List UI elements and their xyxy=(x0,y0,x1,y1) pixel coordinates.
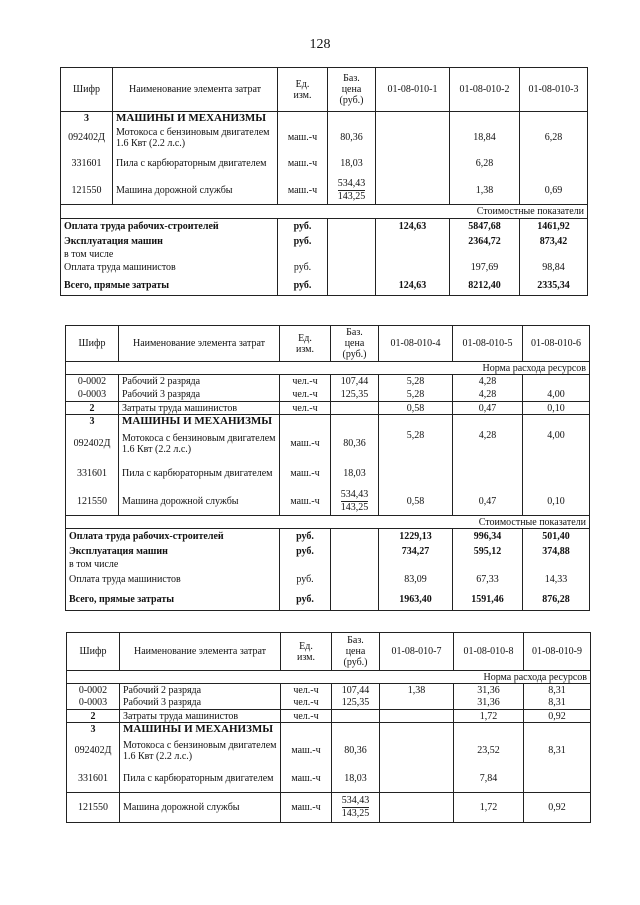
header-code: Шифр xyxy=(61,68,113,112)
resource-code: 121550 xyxy=(61,177,113,205)
resource-price: 125,35 xyxy=(331,388,379,402)
value-cell: 595,12 xyxy=(453,545,523,559)
resource-unit: маш.-ч xyxy=(281,793,332,823)
unit-cell: руб. xyxy=(280,545,331,559)
value-cell: 1,72 xyxy=(454,710,524,723)
value-cell xyxy=(380,736,454,766)
value-cell: 5847,68 xyxy=(450,219,520,235)
value-cell: 2335,34 xyxy=(520,276,588,296)
value-cell: 67,33 xyxy=(453,571,523,589)
value-cell xyxy=(376,260,450,276)
header-col: 01-08-010-8 xyxy=(454,633,524,671)
resource-price: 80,36 xyxy=(332,736,380,766)
resource-name: Рабочий 3 разряда xyxy=(119,388,280,402)
resource-unit: чел.-ч xyxy=(281,697,332,710)
resource-code: 121550 xyxy=(66,488,119,516)
header-code: Шифр xyxy=(67,633,120,671)
header-col: 01-08-010-2 xyxy=(450,68,520,112)
value-cell: 18,84 xyxy=(450,125,520,151)
resource-code: 331601 xyxy=(67,766,120,793)
value-cell: 8,31 xyxy=(524,697,591,710)
value-cell: 8,31 xyxy=(524,736,591,766)
row-label: Всего, прямые затраты xyxy=(61,276,278,296)
value-cell: 374,88 xyxy=(523,545,590,559)
header-unit: Ед. изм. xyxy=(281,633,332,671)
header-col: 01-08-010-1 xyxy=(376,68,450,112)
row-label: в том числе xyxy=(66,559,280,571)
value-cell xyxy=(376,151,450,177)
value-cell: 4,28 xyxy=(453,375,523,388)
value-cell xyxy=(376,177,450,205)
value-cell: 2364,72 xyxy=(450,235,520,249)
resource-name: Затраты труда машинистов xyxy=(119,402,280,415)
resource-name: Мотокоса с бензиновым двигателем 1.6 Квт (2.2 л.с.) xyxy=(120,736,281,766)
value-cell: 0,47 xyxy=(453,488,523,516)
unit-cell: руб. xyxy=(278,219,328,235)
header-name: Наименование элемента затрат xyxy=(113,68,278,112)
resource-name: Мотокоса с бензиновым двигателем 1.6 Квт (2.2 л.с.) xyxy=(119,428,280,460)
value-cell: 124,63 xyxy=(376,276,450,296)
value-cell xyxy=(520,151,588,177)
value-cell: 124,63 xyxy=(376,219,450,235)
value-cell: 873,42 xyxy=(520,235,588,249)
value-cell xyxy=(380,793,454,823)
value-cell xyxy=(376,235,450,249)
value-cell: 8212,40 xyxy=(450,276,520,296)
resource-code: 0-0002 xyxy=(66,375,119,388)
resource-unit: маш.-ч xyxy=(280,428,331,460)
resource-unit: маш.-ч xyxy=(280,488,331,516)
resource-unit: маш.-ч xyxy=(278,177,328,205)
value-cell: 14,33 xyxy=(523,571,590,589)
row-label: в том числе xyxy=(61,249,278,260)
unit-cell: руб. xyxy=(280,589,331,611)
resource-name: Пила с карбюраторным двигателем xyxy=(119,460,280,488)
value-cell: 4,28 xyxy=(453,388,523,402)
row-label: Оплата труда машинистов xyxy=(61,260,278,276)
value-cell: 6,28 xyxy=(520,125,588,151)
unit-cell: руб. xyxy=(278,235,328,249)
header-price: Баз. цена (руб.) xyxy=(332,633,380,671)
section-code: 3 xyxy=(66,415,119,428)
header-col: 01-08-010-7 xyxy=(380,633,454,671)
value-cell: 0,69 xyxy=(520,177,588,205)
section-code: 3 xyxy=(67,723,120,736)
resource-code: 331601 xyxy=(66,460,119,488)
resource-code: 092402Д xyxy=(61,125,113,151)
value-cell: 98,84 xyxy=(520,260,588,276)
value-cell: 0,10 xyxy=(523,488,590,516)
value-cell xyxy=(380,710,454,723)
resource-code: 0-0003 xyxy=(67,697,120,710)
value-cell xyxy=(379,460,453,488)
header-col: 01-08-010-5 xyxy=(453,326,523,362)
value-cell: 501,40 xyxy=(523,529,590,545)
resource-name: Рабочий 3 разряда xyxy=(120,697,281,710)
header-code: Шифр xyxy=(66,326,119,362)
value-cell: 6,28 xyxy=(450,151,520,177)
resource-name: Рабочий 2 разряда xyxy=(119,375,280,388)
resource-unit: маш.-ч xyxy=(278,151,328,177)
page-number: 128 xyxy=(309,37,331,52)
section-code: 3 xyxy=(61,112,113,125)
resource-unit: маш.-ч xyxy=(280,460,331,488)
subheader-resource-norm: Норма расхода ресурсов xyxy=(67,671,591,684)
value-cell: 5,28 xyxy=(379,375,453,388)
unit-cell: руб. xyxy=(278,260,328,276)
header-col: 01-08-010-6 xyxy=(523,326,590,362)
value-cell xyxy=(524,766,591,793)
value-cell: 83,09 xyxy=(379,571,453,589)
resource-price: $\frac{534,43}{143,25}$ xyxy=(331,488,379,516)
value-cell: 1591,46 xyxy=(453,589,523,611)
value-cell: 734,27 xyxy=(379,545,453,559)
header-price: Баз. цена (руб.) xyxy=(328,68,376,112)
subheader-cost-indicators: Стоимостные показатели xyxy=(66,516,590,529)
header-unit: Ед. изм. xyxy=(280,326,331,362)
value-cell xyxy=(380,697,454,710)
resource-unit: маш.-ч xyxy=(281,736,332,766)
value-cell: 5,28 xyxy=(379,428,453,460)
cost-table-3 xyxy=(66,632,591,823)
value-cell: 1229,13 xyxy=(379,529,453,545)
resource-unit: чел.-ч xyxy=(280,375,331,388)
value-cell: 1,38 xyxy=(380,684,454,697)
resource-name: Мотокоса с бензиновым двигателем 1.6 Квт (2.2 л.с.) xyxy=(113,125,278,151)
resource-price: $\frac{534,43}{143,25}$ xyxy=(332,793,380,823)
value-cell: 0,92 xyxy=(524,710,591,723)
value-cell: 0,10 xyxy=(523,402,590,415)
resource-unit: маш.-ч xyxy=(278,125,328,151)
resource-price: 107,44 xyxy=(331,375,379,388)
value-cell xyxy=(453,460,523,488)
value-cell: 1,38 xyxy=(450,177,520,205)
value-cell: 31,36 xyxy=(454,697,524,710)
value-cell: 996,34 xyxy=(453,529,523,545)
row-label: Всего, прямые затраты xyxy=(66,589,280,611)
header-col: 01-08-010-3 xyxy=(520,68,588,112)
header-name: Наименование элемента затрат xyxy=(119,326,280,362)
header-name: Наименование элемента затрат xyxy=(120,633,281,671)
row-label: Эксплуатация машин xyxy=(66,545,280,559)
resource-unit: маш.-ч xyxy=(281,766,332,793)
section-title: МАШИНЫ И МЕХАНИЗМЫ xyxy=(113,112,278,125)
unit-cell: руб. xyxy=(280,571,331,589)
resource-name: Пила с карбюраторным двигателем xyxy=(113,151,278,177)
section-title: МАШИНЫ И МЕХАНИЗМЫ xyxy=(120,723,281,736)
value-cell: 0,58 xyxy=(379,402,453,415)
header-unit: Ед. изм. xyxy=(278,68,328,112)
resource-name: Машина дорожной службы xyxy=(120,793,281,823)
header-price: Баз. цена (руб.) xyxy=(331,326,379,362)
value-cell: 8,31 xyxy=(524,684,591,697)
resource-code: 2 xyxy=(67,710,120,723)
row-label: Эксплуатация машин xyxy=(61,235,278,249)
row-label: Оплата труда рабочих-строителей xyxy=(66,529,280,545)
value-cell: 4,28 xyxy=(453,428,523,460)
resource-code: 0-0003 xyxy=(66,388,119,402)
resource-code: 331601 xyxy=(61,151,113,177)
resource-code: 092402Д xyxy=(67,736,120,766)
value-cell xyxy=(523,375,590,388)
value-cell xyxy=(376,125,450,151)
cost-table-2 xyxy=(65,325,590,611)
resource-price: 18,03 xyxy=(331,460,379,488)
value-cell: 1,72 xyxy=(454,793,524,823)
value-cell: 31,36 xyxy=(454,684,524,697)
value-cell: 876,28 xyxy=(523,589,590,611)
resource-unit: чел.-ч xyxy=(280,388,331,402)
subheader-resource-norm: Норма расхода ресурсов xyxy=(66,362,590,375)
value-cell: 4,00 xyxy=(523,428,590,460)
unit-cell: руб. xyxy=(280,529,331,545)
resource-code: 121550 xyxy=(67,793,120,823)
resource-price: 18,03 xyxy=(328,151,376,177)
header-col: 01-08-010-9 xyxy=(524,633,591,671)
row-label: Оплата труда рабочих-строителей xyxy=(61,219,278,235)
resource-price: $\frac{534,43}{143,25}$ xyxy=(328,177,376,205)
value-cell: 4,00 xyxy=(523,388,590,402)
resource-price: 80,36 xyxy=(331,428,379,460)
resource-code: 0-0002 xyxy=(67,684,120,697)
resource-price: 125,35 xyxy=(332,697,380,710)
resource-unit: чел.-ч xyxy=(280,402,331,415)
resource-code: 2 xyxy=(66,402,119,415)
resource-name: Машина дорожной службы xyxy=(119,488,280,516)
value-cell: 197,69 xyxy=(450,260,520,276)
resource-price: 80,36 xyxy=(328,125,376,151)
value-cell: 7,84 xyxy=(454,766,524,793)
value-cell: 1461,92 xyxy=(520,219,588,235)
cost-table-1 xyxy=(60,67,588,296)
value-cell: 1963,40 xyxy=(379,589,453,611)
value-cell: 0,92 xyxy=(524,793,591,823)
value-cell: 0,58 xyxy=(379,488,453,516)
resource-price: 107,44 xyxy=(332,684,380,697)
value-cell: 5,28 xyxy=(379,388,453,402)
row-label: Оплата труда машинистов xyxy=(66,571,280,589)
resource-name: Рабочий 2 разряда xyxy=(120,684,281,697)
value-cell xyxy=(523,460,590,488)
subheader-cost-indicators: Стоимостные показатели xyxy=(61,205,588,219)
unit-cell: руб. xyxy=(278,276,328,296)
resource-unit: чел.-ч xyxy=(281,684,332,697)
resource-name: Машина дорожной службы xyxy=(113,177,278,205)
resource-code: 092402Д xyxy=(66,428,119,460)
resource-unit: чел.-ч xyxy=(281,710,332,723)
value-cell: 0,47 xyxy=(453,402,523,415)
header-col: 01-08-010-4 xyxy=(379,326,453,362)
resource-name: Пила с карбюраторным двигателем xyxy=(120,766,281,793)
section-title: МАШИНЫ И МЕХАНИЗМЫ xyxy=(119,415,280,428)
resource-price: 18,03 xyxy=(332,766,380,793)
value-cell: 23,52 xyxy=(454,736,524,766)
resource-name: Затраты труда машинистов xyxy=(120,710,281,723)
value-cell xyxy=(380,766,454,793)
